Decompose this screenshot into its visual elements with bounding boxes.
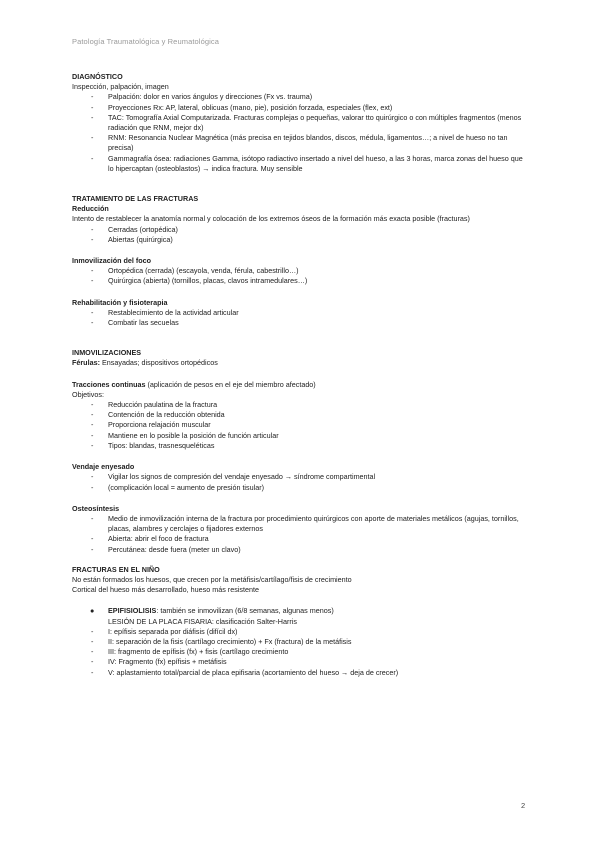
epifisiolisis-line — [90, 606, 528, 616]
ferulas-text: Ensayadas; dispositivos ortopédicos — [99, 358, 218, 368]
diagnostico-intro: Inspección, palpación, imagen — [72, 82, 169, 92]
subheading-reduccion: Reducción — [72, 204, 109, 214]
running-header: Patología Traumatológica y Reumatológica — [72, 37, 219, 46]
tracciones-text: (aplicación de pesos en el eje del miembro afectado) — [145, 379, 316, 389]
list-item: - Medio de inmovilización interna de la fractura por procedimiento quirúrgicos con aporte de materiales metálicos (agujas, tornillos, placas, alambres y cerclajes o fijadores externos — [72, 514, 528, 534]
list-item: - Ortopédica (cerrada) (escayola, venda, férula, cabestrillo…) — [72, 266, 528, 276]
list-item: - Cerradas (ortopédica) — [72, 225, 528, 235]
reduccion-list — [72, 225, 528, 245]
subheading-inmovilizacion: Inmovilización del foco — [72, 256, 152, 266]
list-item: - Mantiene en lo posible la posición de función articular — [72, 431, 528, 441]
section-title-inmovilizaciones: INMOVILIZACIONES — [72, 348, 142, 358]
epifisiolisis-block — [72, 606, 528, 626]
osteosintesis-list — [72, 514, 528, 555]
subheading-rehabilitacion: Rehabilitación y fisioterapia — [72, 297, 168, 307]
inmovilizacion-list — [72, 266, 528, 286]
ferulas-line — [72, 358, 528, 368]
lesion-placa-fisaria: LESIÓN DE LA PLACA FISARIA: clasificación Salter-Harris — [108, 616, 297, 626]
nino-line-1: No están formados los huesos, que crecen por la metáfisis/cartílago/fisis de crecimiento — [72, 574, 352, 584]
section-title-diagnostico: DIAGNÓSTICO — [72, 72, 123, 81]
bullet-icon: ● — [90, 606, 95, 616]
list-item: - IV: Fragmento (fx) epífisis + metáfisis — [72, 657, 528, 667]
section-title-tratamiento: TRATAMIENTO DE LAS FRACTURAS — [72, 194, 199, 204]
epifisiolisis-text: : también se inmovilizan (6/8 semanas, algunas menos) — [156, 606, 334, 616]
list-item: - Vigilar los signos de compresión del vendaje enyesado → síndrome compartimental — [72, 472, 528, 482]
vendaje-list — [72, 472, 528, 492]
list-item: - Abierta: abrir el foco de fractura — [72, 534, 528, 544]
list-item: - Reducción paulatina de la fractura — [72, 400, 528, 410]
list-item: - Palpación: dolor en varios ángulos y direcciones (Fx vs. trauma) — [72, 92, 528, 102]
tracciones-line — [72, 380, 528, 390]
ferulas-label: Férulas: — [72, 358, 100, 368]
list-item: - Proyecciones Rx: AP, lateral, oblicuas (mano, pie), posición forzada, especiales (flex, ext) — [72, 103, 528, 113]
page-content — [72, 72, 528, 678]
list-item: - RNM: Resonancia Nuclear Magnética (más precisa en tejidos blandos, discos, médula, ligamentos…; a nivel de hueso no tan precisa) — [72, 133, 528, 153]
diagnostico-list — [72, 92, 528, 174]
list-item: - Tipos: blandas, trasnesqueléticas — [72, 441, 528, 451]
section-title-nino: FRACTURAS EN EL NIÑO — [72, 564, 160, 574]
list-item: - TAC: Tomografía Axial Computarizada. Fracturas complejas o pequeñas, valorar tto quirúrgico o con múltiples fragmentos (menos radiación que RNM, mejor dx) — [72, 113, 528, 133]
list-item: - Quirúrgica (abierta) (tornillos, placas, clavos intramedulares…) — [72, 276, 528, 286]
list-item: - Abiertas (quirúrgica) — [72, 235, 528, 245]
list-item: - I: epífisis separada por diáfisis (difícil dx) — [72, 627, 528, 637]
subheading-osteosintesis: Osteosíntesis — [72, 503, 120, 513]
list-item: - III: fragmento de epífisis (fx) + fisis (cartílago crecimiento — [72, 647, 528, 657]
tracciones-list — [72, 400, 528, 451]
tracciones-label: Tracciones continuas — [72, 379, 146, 389]
page-number: 2 — [521, 801, 526, 810]
epifisiolisis-label: EPIFISIOLISIS — [108, 606, 157, 616]
list-item: - Restablecimiento de la actividad articular — [72, 308, 528, 318]
objetivos-label: Objetivos: — [72, 389, 104, 399]
list-item: - Contención de la reducción obtenida — [72, 410, 528, 420]
list-item: - Gammagrafía ósea: radiaciones Gamma, isótopo radiactivo insertado a nivel del hueso, a las 3 horas, marca zonas del hueso que lo hipercaptan (osteoblastos) → indica fractura. Muy sensible — [72, 154, 528, 174]
list-item: - II: separación de la fisis (cartílago crecimiento) + Fx (fractura) de la metáfisis — [72, 637, 528, 647]
list-item: - Combatir las secuelas — [72, 318, 528, 328]
rehabilitacion-list — [72, 308, 528, 328]
list-item: - (complicación local = aumento de presión tisular) — [72, 483, 528, 493]
nino-line-2: Cortical del hueso más desarrollado, hueso más resistente — [72, 585, 259, 595]
list-item: - Percutánea: desde fuera (meter un clavo) — [72, 545, 528, 555]
salter-harris-list — [72, 627, 528, 678]
reduccion-text: Intento de restablecer la anatomía normal y colocación de los extremos óseos de la formación más exacta posible (fracturas) — [72, 214, 470, 224]
subheading-vendaje: Vendaje enyesado — [72, 462, 135, 472]
list-item: - V: aplastamiento total/parcial de placa epifisaria (acortamiento del hueso → deja de crecer) — [72, 668, 528, 678]
list-item: - Proporciona relajación muscular — [72, 420, 528, 430]
